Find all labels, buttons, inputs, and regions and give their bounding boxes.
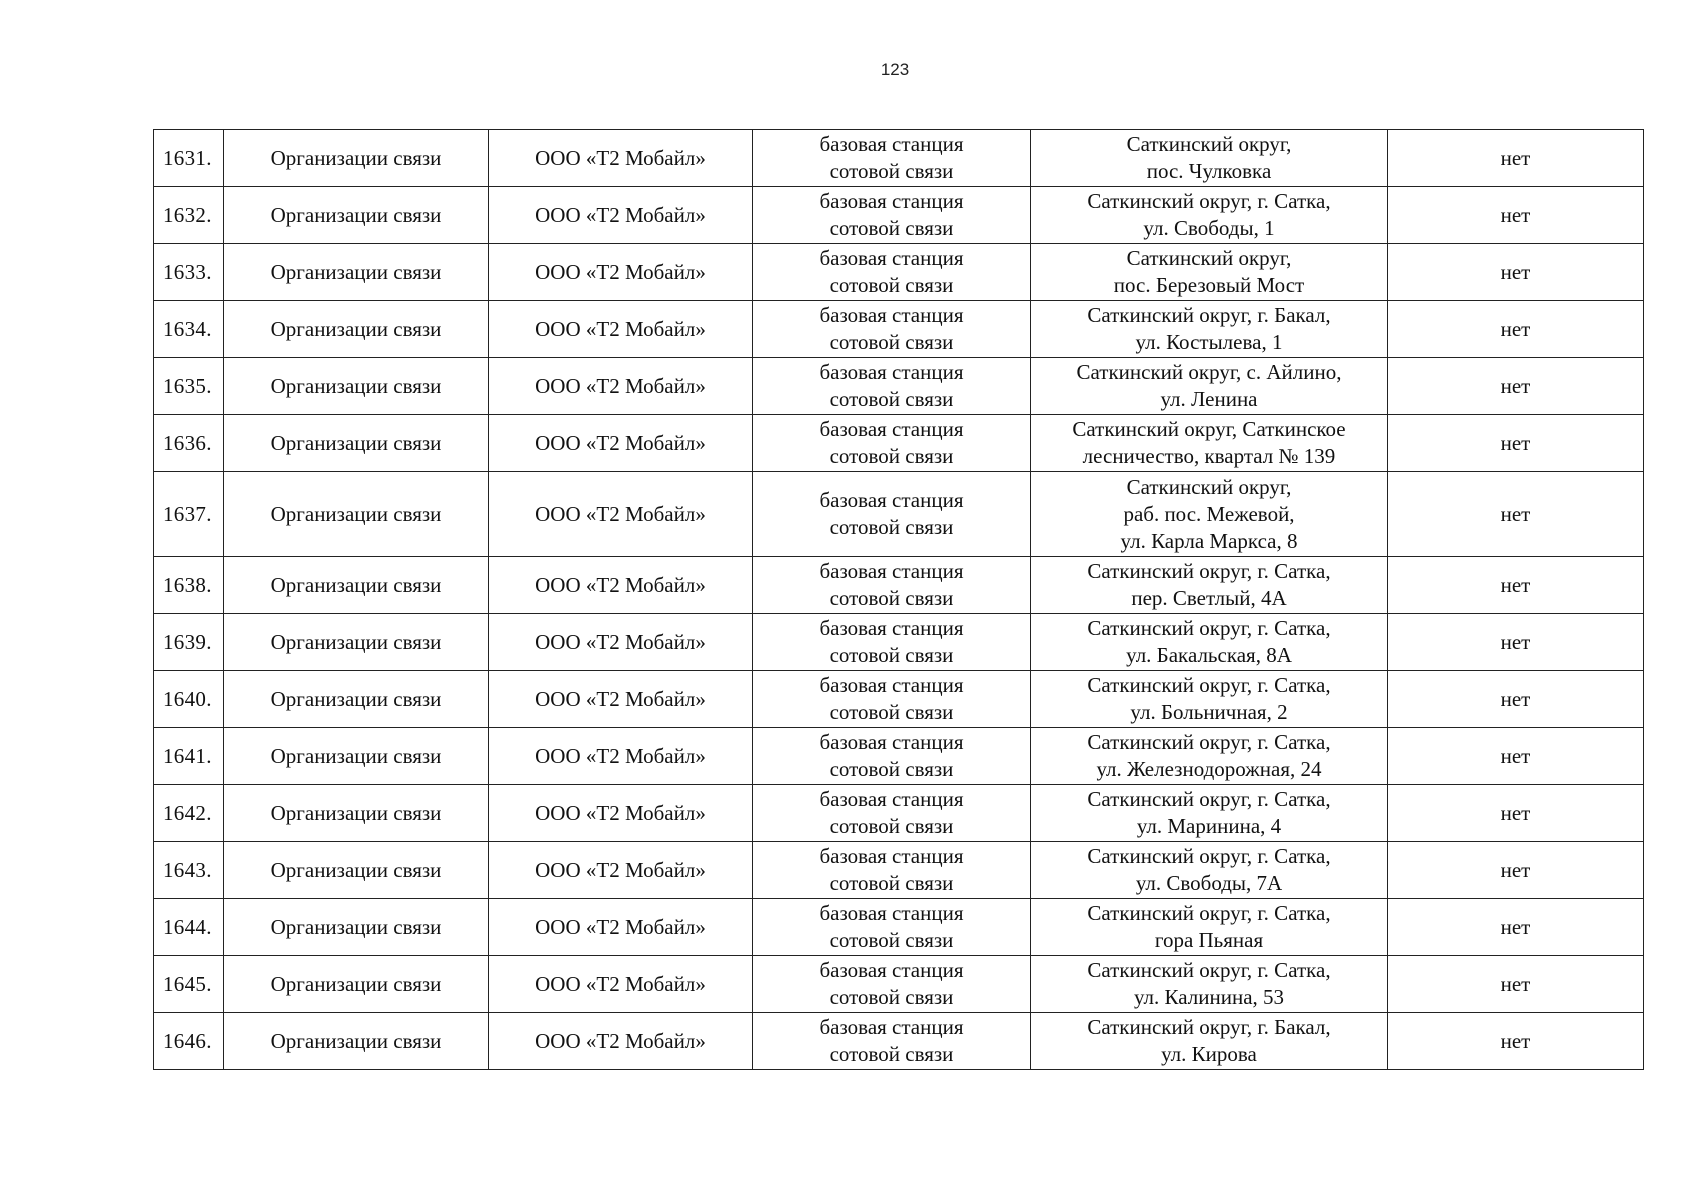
object-type-cell-line: сотовой связи [829,757,954,781]
address-cell [1031,899,1388,956]
table-row [154,899,1644,956]
address-cell-line: Саткинский округ, г. Сатка, [1087,844,1331,868]
address-cell-line: ул. Железнодорожная, 24 [1096,757,1322,781]
object-type-cell-line: сотовой связи [829,159,954,183]
object-type-cell-line: базовая станция [819,417,964,441]
address-cell-line: ул. Калинина, 53 [1133,985,1285,1009]
row-number-cell: 1646. [154,1013,224,1070]
flag-cell: нет [1388,301,1644,358]
address-cell [1031,301,1388,358]
object-type-cell-line: сотовой связи [829,814,954,838]
row-number-cell: 1640. [154,671,224,728]
address-cell-line: ул. Свободы, 1 [1143,216,1275,240]
address-cell [1031,130,1388,187]
flag-cell: нет [1388,130,1644,187]
object-type-cell [753,244,1031,301]
object-type-cell-line: базовая станция [819,730,964,754]
object-type-cell-line: базовая станция [819,559,964,583]
table-row [154,614,1644,671]
address-cell-line: пер. Светлый, 4А [1131,586,1287,610]
address-cell-line: Саткинский округ, г. Сатка, [1087,673,1331,697]
object-type-cell-line: сотовой связи [829,700,954,724]
address-cell-line: ул. Карла Маркса, 8 [1120,528,1298,553]
category-cell: Организации связи [224,728,489,785]
registry-table [153,129,1644,1070]
object-type-cell [753,785,1031,842]
address-cell-line: Саткинский округ, Саткинское [1072,417,1346,441]
object-type-cell-line: базовая станция [819,360,964,384]
address-cell-line: Саткинский округ, г. Бакал, [1087,1015,1331,1039]
organization-cell: ООО «Т2 Мобайл» [489,899,753,956]
address-cell-line: ул. Ленина [1160,387,1258,411]
row-number-cell: 1636. [154,415,224,472]
category-cell: Организации связи [224,415,489,472]
address-cell-line: Саткинский округ, г. Сатка, [1087,901,1331,925]
organization-cell: ООО «Т2 Мобайл» [489,187,753,244]
category-cell: Организации связи [224,472,489,557]
row-number-cell: 1639. [154,614,224,671]
table-row [154,842,1644,899]
address-cell-line: Саткинский округ, г. Сатка, [1087,958,1331,982]
object-type-cell [753,899,1031,956]
table-row [154,671,1644,728]
object-type-cell [753,842,1031,899]
table-row [154,472,1644,557]
table-row [154,728,1644,785]
flag-cell: нет [1388,728,1644,785]
object-type-cell-line: базовая станция [819,488,964,512]
row-number-cell: 1643. [154,842,224,899]
address-cell [1031,472,1388,557]
object-type-cell-line: сотовой связи [829,985,954,1009]
address-cell [1031,244,1388,301]
object-type-cell [753,557,1031,614]
flag-cell: нет [1388,472,1644,557]
row-number-cell: 1642. [154,785,224,842]
address-cell [1031,728,1388,785]
organization-cell: ООО «Т2 Мобайл» [489,842,753,899]
table-row [154,301,1644,358]
table-row [154,1013,1644,1070]
table-row [154,557,1644,614]
object-type-cell-line: сотовой связи [829,643,954,667]
address-cell-line: Саткинский округ, г. Сатка, [1087,559,1331,583]
category-cell: Организации связи [224,785,489,842]
object-type-cell-line: базовая станция [819,787,964,811]
category-cell: Организации связи [224,899,489,956]
address-cell [1031,187,1388,244]
category-cell: Организации связи [224,671,489,728]
row-number-cell: 1641. [154,728,224,785]
row-number-cell: 1645. [154,956,224,1013]
row-number-cell: 1644. [154,899,224,956]
object-type-cell [753,301,1031,358]
flag-cell: нет [1388,358,1644,415]
address-cell [1031,557,1388,614]
organization-cell: ООО «Т2 Мобайл» [489,358,753,415]
flag-cell: нет [1388,1013,1644,1070]
category-cell: Организации связи [224,244,489,301]
address-cell [1031,415,1388,472]
address-cell-line: пос. Чулковка [1146,159,1272,183]
address-cell [1031,671,1388,728]
object-type-cell [753,187,1031,244]
registry-table-body [154,130,1644,1070]
object-type-cell-line: базовая станция [819,303,964,327]
table-row [154,956,1644,1013]
object-type-cell [753,614,1031,671]
organization-cell: ООО «Т2 Мобайл» [489,415,753,472]
address-cell-line: Саткинский округ, г. Сатка, [1087,787,1331,811]
address-cell-line: Саткинский округ, [1126,474,1292,499]
address-cell-line: лесничество, квартал № 139 [1082,444,1336,468]
row-number-cell: 1638. [154,557,224,614]
address-cell-line: Саткинский округ, г. Бакал, [1087,303,1331,327]
row-number-cell: 1635. [154,358,224,415]
object-type-cell [753,956,1031,1013]
category-cell: Организации связи [224,130,489,187]
flag-cell: нет [1388,187,1644,244]
page-number: 123 [880,60,910,79]
flag-cell: нет [1388,956,1644,1013]
table-row [154,358,1644,415]
object-type-cell-line: базовая станция [819,844,964,868]
address-cell-line: ул. Костылева, 1 [1135,330,1283,354]
row-number-cell: 1637. [154,472,224,557]
organization-cell: ООО «Т2 Мобайл» [489,728,753,785]
object-type-cell-line: сотовой связи [829,216,954,240]
object-type-cell-line: сотовой связи [829,928,954,952]
category-cell: Организации связи [224,301,489,358]
row-number-cell: 1633. [154,244,224,301]
address-cell [1031,1013,1388,1070]
row-number-cell: 1632. [154,187,224,244]
organization-cell: ООО «Т2 Мобайл» [489,671,753,728]
object-type-cell [753,1013,1031,1070]
table-row [154,244,1644,301]
organization-cell: ООО «Т2 Мобайл» [489,244,753,301]
flag-cell: нет [1388,244,1644,301]
object-type-cell-line: сотовой связи [829,1042,954,1066]
row-number-cell: 1631. [154,130,224,187]
address-cell-line: Саткинский округ, [1126,132,1292,156]
address-cell-line: Саткинский округ, [1126,246,1292,270]
address-cell [1031,956,1388,1013]
flag-cell: нет [1388,557,1644,614]
organization-cell: ООО «Т2 Мобайл» [489,785,753,842]
table-row [154,785,1644,842]
category-cell: Организации связи [224,187,489,244]
object-type-cell-line: базовая станция [819,901,964,925]
organization-cell: ООО «Т2 Мобайл» [489,956,753,1013]
table-row [154,130,1644,187]
object-type-cell-line: сотовой связи [829,387,954,411]
organization-cell: ООО «Т2 Мобайл» [489,557,753,614]
flag-cell: нет [1388,415,1644,472]
object-type-cell-line: базовая станция [819,189,964,213]
organization-cell: ООО «Т2 Мобайл» [489,130,753,187]
organization-cell: ООО «Т2 Мобайл» [489,614,753,671]
address-cell [1031,358,1388,415]
row-number-cell: 1634. [154,301,224,358]
category-cell: Организации связи [224,557,489,614]
address-cell-line: раб. пос. Межевой, [1123,501,1295,526]
address-cell-line: Саткинский округ, г. Сатка, [1087,189,1331,213]
table-row [154,187,1644,244]
object-type-cell [753,472,1031,557]
object-type-cell-line: сотовой связи [829,871,954,895]
address-cell-line: ул. Кирова [1161,1042,1257,1066]
address-cell-line: ул. Больничная, 2 [1130,700,1288,724]
category-cell: Организации связи [224,614,489,671]
address-cell [1031,842,1388,899]
flag-cell: нет [1388,671,1644,728]
object-type-cell-line: базовая станция [819,246,964,270]
object-type-cell-line: базовая станция [819,616,964,640]
organization-cell: ООО «Т2 Мобайл» [489,301,753,358]
category-cell: Организации связи [224,842,489,899]
object-type-cell-line: базовая станция [819,1015,964,1039]
object-type-cell-line: сотовой связи [829,273,954,297]
object-type-cell [753,671,1031,728]
object-type-cell-line: сотовой связи [829,330,954,354]
address-cell [1031,614,1388,671]
object-type-cell [753,728,1031,785]
object-type-cell-line: сотовой связи [829,586,954,610]
object-type-cell-line: базовая станция [819,132,964,156]
table-row [154,415,1644,472]
organization-cell: ООО «Т2 Мобайл» [489,472,753,557]
address-cell-line: ул. Маринина, 4 [1136,814,1282,838]
address-cell-line: ул. Свободы, 7А [1135,871,1283,895]
object-type-cell-line: сотовой связи [829,444,954,468]
object-type-cell-line: сотовой связи [829,515,954,539]
object-type-cell-line: базовая станция [819,958,964,982]
address-cell-line: Саткинский округ, с. Айлино, [1076,360,1342,384]
object-type-cell-line: базовая станция [819,673,964,697]
address-cell [1031,785,1388,842]
flag-cell: нет [1388,899,1644,956]
flag-cell: нет [1388,842,1644,899]
object-type-cell [753,130,1031,187]
address-cell-line: пос. Березовый Мост [1113,273,1305,297]
flag-cell: нет [1388,785,1644,842]
category-cell: Организации связи [224,358,489,415]
organization-cell: ООО «Т2 Мобайл» [489,1013,753,1070]
object-type-cell [753,358,1031,415]
address-cell-line: ул. Бакальская, 8А [1126,643,1292,667]
category-cell: Организации связи [224,1013,489,1070]
flag-cell: нет [1388,614,1644,671]
category-cell: Организации связи [224,956,489,1013]
address-cell-line: Саткинский округ, г. Сатка, [1087,616,1331,640]
object-type-cell [753,415,1031,472]
address-cell-line: гора Пьяная [1154,928,1264,952]
address-cell-line: Саткинский округ, г. Сатка, [1087,730,1331,754]
